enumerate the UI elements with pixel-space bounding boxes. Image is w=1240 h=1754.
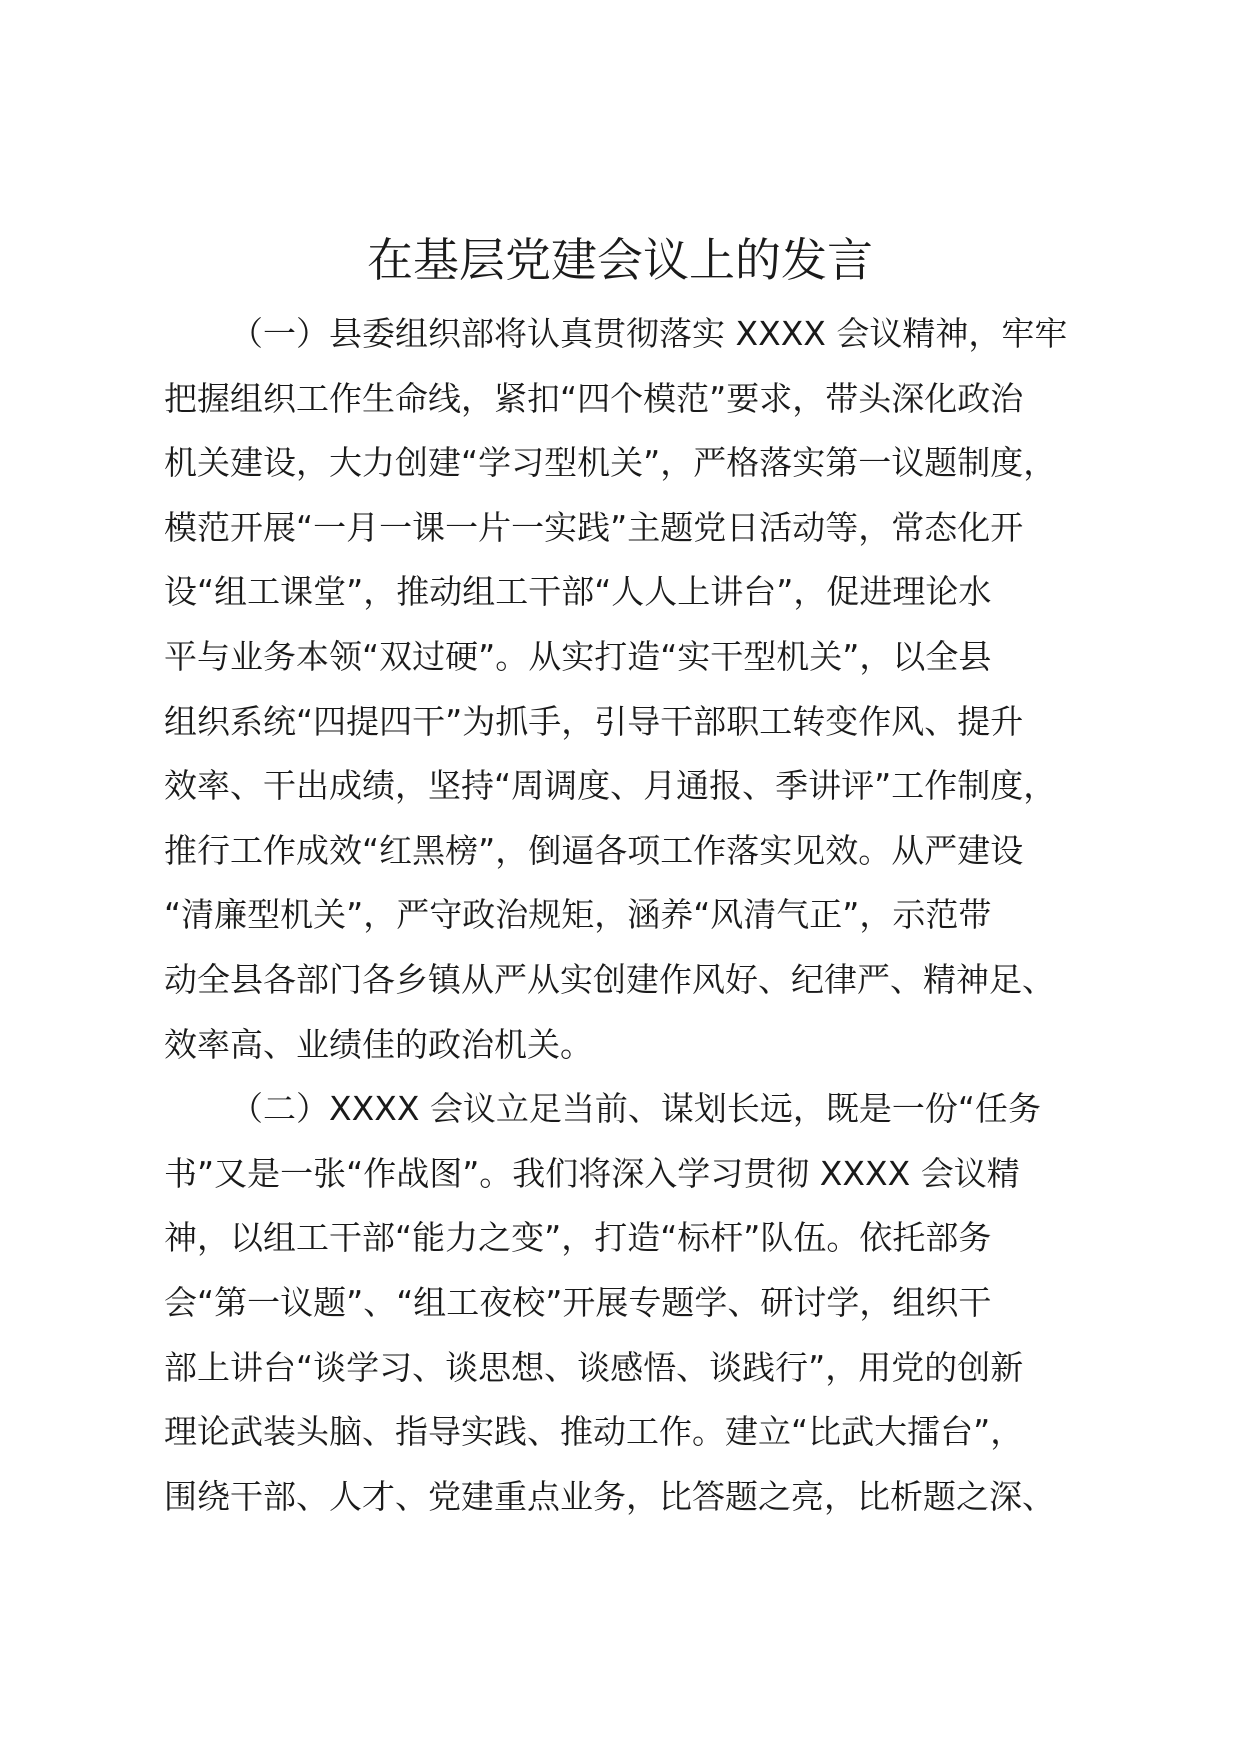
paragraph-2-line-2: 书”又是一张“作战图”。我们将深入学习贯彻 XXXX 会议精 [164, 1153, 1020, 1193]
paragraph-2-line-6: 理论武装头脑、指导实践、推动工作。建立“比武大擂台”， [164, 1412, 1024, 1452]
paragraph-1-line-6: 平与业务本领“双过硬”。从实打造“实干型机关”，以全县 [164, 636, 992, 676]
paragraph-1-line-12: 效率高、业绩佳的政治机关。 [164, 1024, 593, 1064]
paragraph-1-line-1: （一）县委组织部将认真贯彻落实 XXXX 会议精神，牢牢 [230, 314, 1068, 353]
paragraph-1-line-5: 设“组工课堂”，推动组工干部“人人上讲台”，促进理论水 [164, 572, 992, 612]
paragraph-2-line-5: 部上讲台“谈学习、谈思想、谈感悟、谈践行”，用党的创新 [164, 1347, 1024, 1387]
document-body [164, 302, 1144, 1529]
paragraph-2-line-1: （二）XXXX 会议立足当前、谋划长远，既是一份“任务 [230, 1089, 1042, 1129]
paragraph-1-line-7: 组织系统“四提四干”为抓手，引导干部职工转变作风、提升 [164, 701, 1024, 741]
paragraph-2-line-4: 会“第一议题”、“组工夜校”开展专题学、研讨学，组织干 [164, 1282, 992, 1322]
document-title: 在基层党建会议上的发言 [367, 233, 873, 287]
paragraph-1-line-2: 把握组织工作生命线，紧扣“四个模范”要求，带头深化政治 [164, 378, 1024, 418]
paragraph-1-line-10: “清廉型机关”，严守政治规矩，涵养“风清气正”，示范带 [164, 895, 992, 935]
paragraph-1-line-4: 模范开展“一月一课一片一实践”主题党日活动等，常态化开 [164, 507, 1024, 547]
paragraph-1-line-9: 推行工作成效“红黑榜”，倒逼各项工作落实见效。从严建设 [164, 830, 1024, 870]
paragraph-1-line-8: 效率、干出成绩，坚持“周调度、月通报、季讲评”工作制度， [164, 766, 1057, 806]
paragraph-1-line-11: 动全县各部门各乡镇从严从实创建作风好、纪律严、精神足、 [164, 959, 1055, 999]
paragraph-2-line-7: 围绕干部、人才、党建重点业务，比答题之亮，比析题之深、 [164, 1476, 1055, 1516]
paragraph-1-line-3: 机关建设，大力创建“学习型机关”，严格落实第一议题制度， [164, 443, 1057, 483]
paragraph-2-line-3: 神，以组工干部“能力之变”，打造“标杆”队伍。依托部务 [164, 1218, 992, 1258]
